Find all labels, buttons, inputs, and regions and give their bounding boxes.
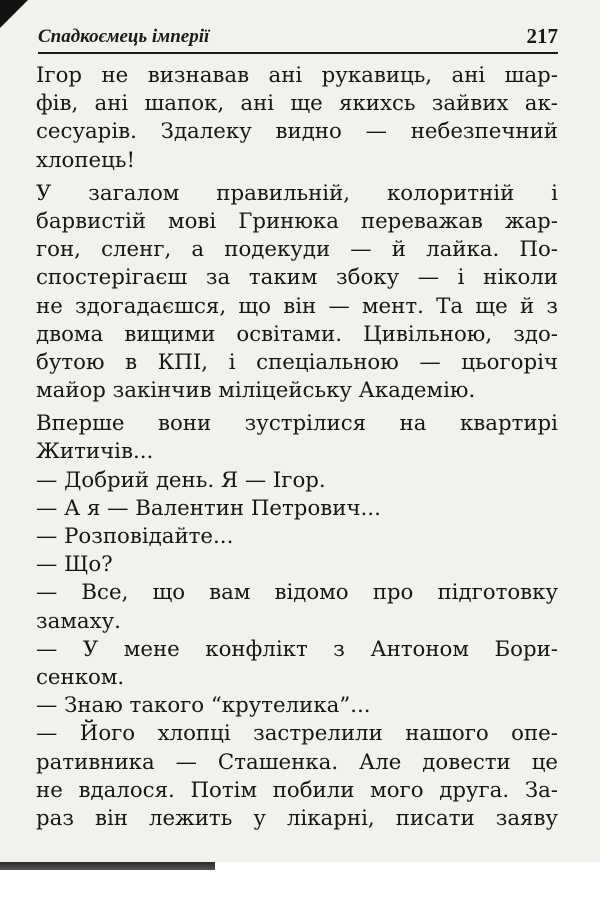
- paragraph: [36, 62, 558, 175]
- text-line: спостерігаєш за таким збоку — і ніколи: [36, 265, 558, 291]
- page-header: [38, 26, 558, 54]
- text-line: гон, сленг, а подекуди — й лайка. По-: [36, 237, 558, 263]
- text-line: замаху.: [36, 608, 121, 634]
- text-line: майор закінчив міліцейську Академію.: [36, 378, 476, 404]
- paragraph: [36, 579, 558, 635]
- body-text: [36, 62, 558, 833]
- page-corner-shadow: [0, 0, 28, 28]
- text-line: сенком.: [36, 664, 125, 690]
- text-line: фів, ані шапок, ані ще якихсь зайвих ак-: [36, 91, 558, 117]
- page-number: 217: [526, 24, 558, 48]
- paragraph: [36, 180, 558, 406]
- text-line: Вперше вони зустрілися на квартирі: [36, 411, 558, 437]
- paragraph: [36, 410, 558, 466]
- text-line: — Що?: [36, 552, 113, 578]
- text-line: Ігор не визнавав ані рукавиць, ані шар-: [36, 63, 558, 88]
- text-line: бутою в КПІ, і спеціальною — цьогоріч: [36, 349, 558, 375]
- text-line: — А я — Валентин Петрович...: [36, 495, 381, 521]
- paragraph: [36, 523, 558, 551]
- paragraph: [36, 467, 558, 495]
- text-line: — Знаю такого “крутелика”...: [36, 693, 371, 719]
- text-line: — Розповідайте...: [36, 524, 234, 549]
- paragraph: [36, 551, 558, 579]
- paragraph: [36, 636, 558, 692]
- text-line: раз він лежить у лікарні, писати заяву: [36, 805, 558, 831]
- text-line: двома вищими освітами. Цивільною, здо-: [36, 321, 558, 347]
- text-line: сесуарів. Здалеку видно — небезпечний: [36, 119, 558, 145]
- running-title: Спадкоємець імперії: [38, 26, 210, 47]
- text-line: У загалом правильній, колоритній і: [36, 180, 558, 206]
- paragraph: [36, 495, 558, 523]
- paragraph: [36, 692, 558, 720]
- text-line: — Все, що вам відомо про підготовку: [36, 580, 558, 606]
- text-line: барвистій мові Гринюка переважав жар-: [36, 208, 558, 234]
- text-line: — Добрий день. Я — Ігор.: [36, 467, 326, 493]
- paragraph: [36, 720, 558, 833]
- text-line: ративника — Сташенка. Але довести це: [36, 749, 558, 775]
- text-line: не здогадаєшся, що він — мент. Та ще й з: [36, 293, 558, 319]
- text-line: не вдалося. Потім побили мого друга. За-: [36, 777, 558, 803]
- page-bottom-shadow: [0, 862, 215, 870]
- text-line: — У мене конфлікт з Антоном Бори-: [36, 636, 558, 662]
- text-line: — Його хлопці застрелили нашого опе-: [36, 721, 558, 747]
- text-line: Житичів...: [36, 439, 154, 465]
- page-bottom-edge: [210, 862, 600, 900]
- text-line: хлопець!: [36, 147, 136, 173]
